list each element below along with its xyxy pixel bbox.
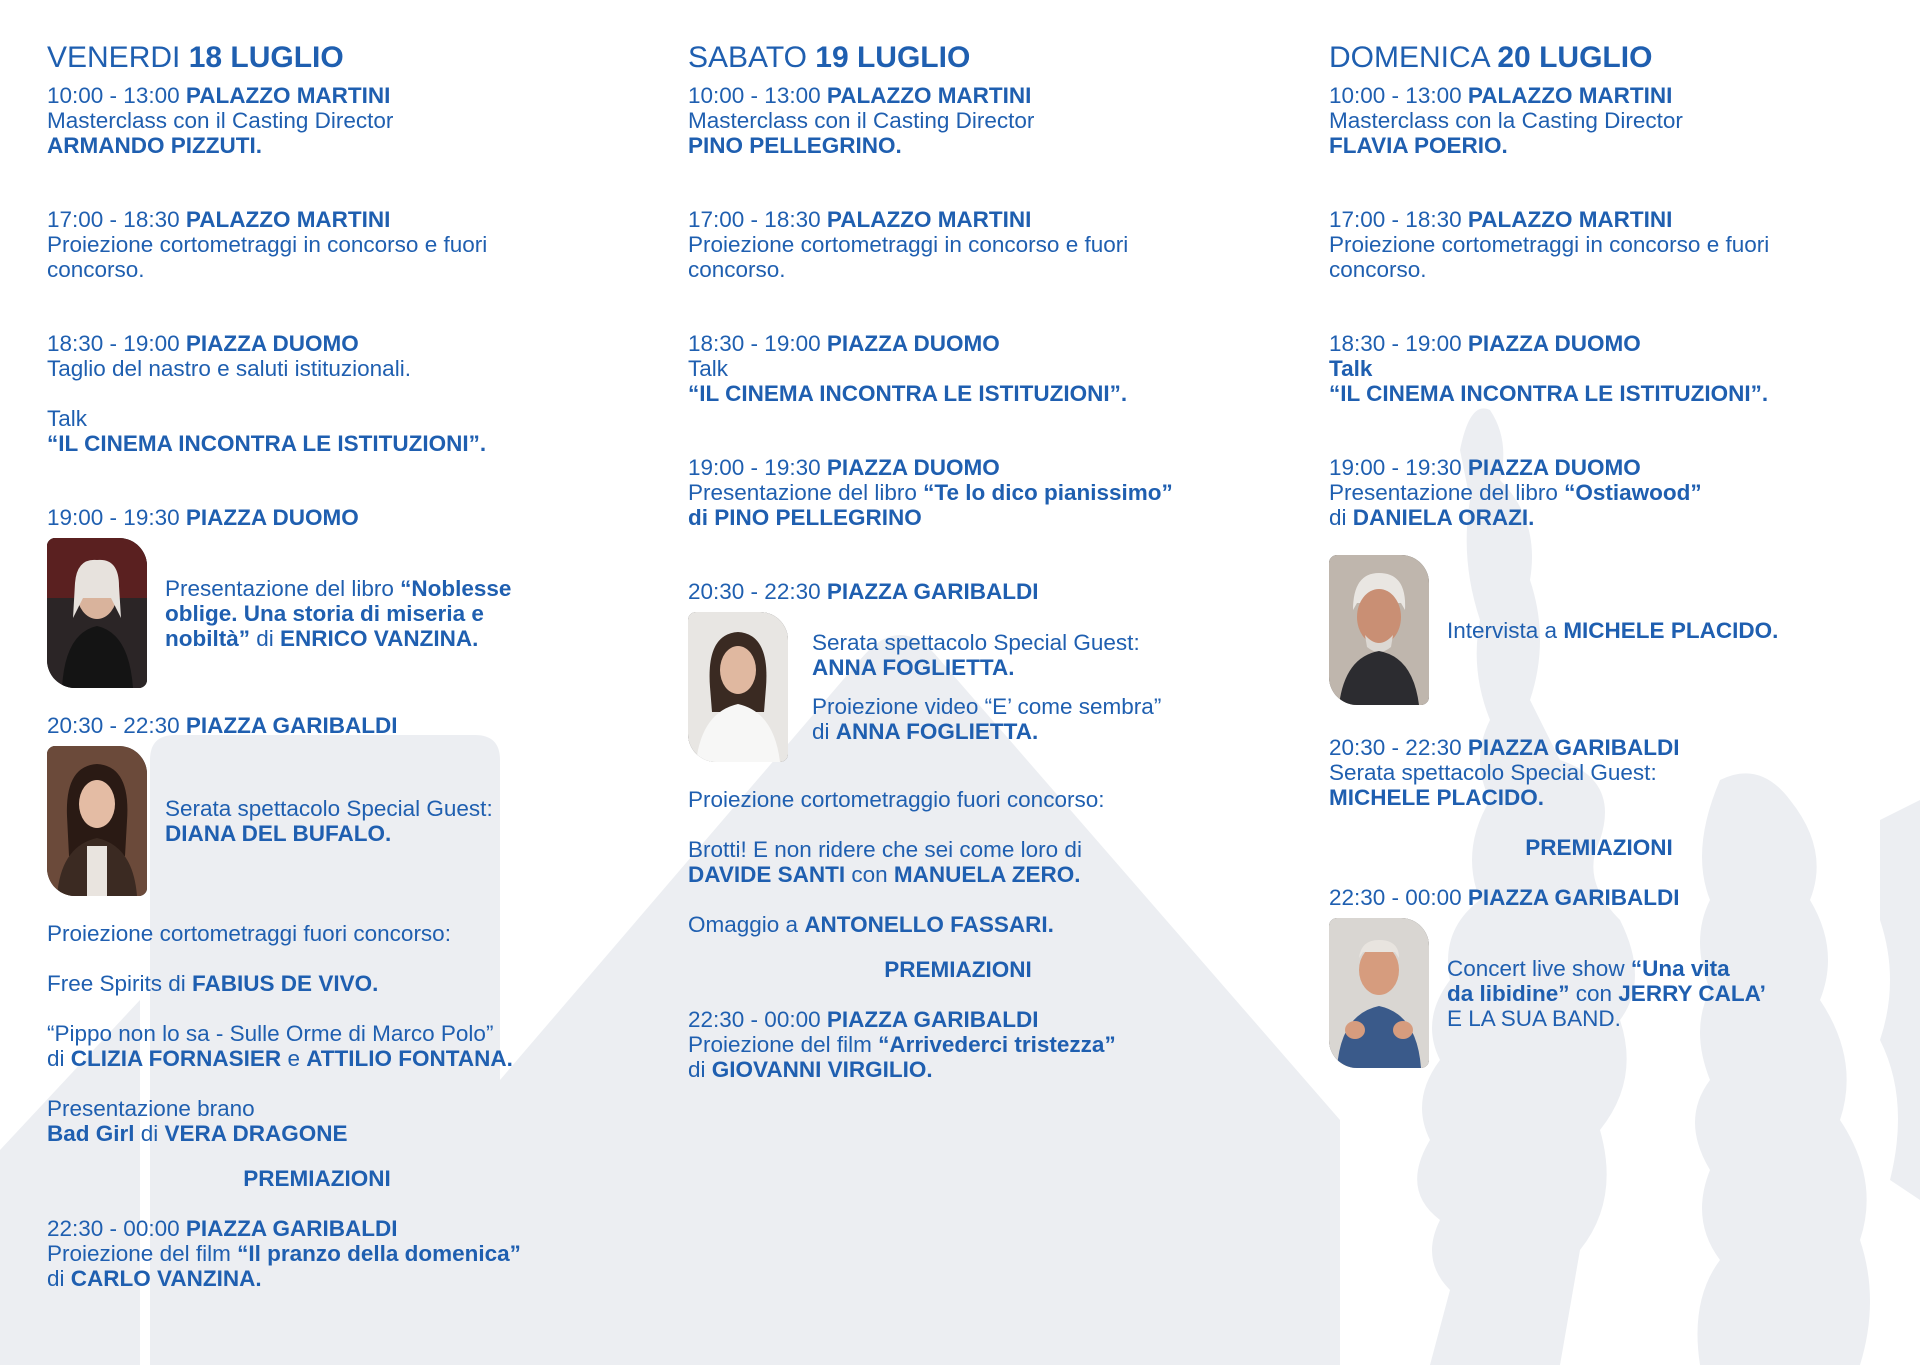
event-description: Masterclass con la Casting Director <box>1329 108 1683 133</box>
event-place: PALAZZO MARTINI <box>826 83 1032 108</box>
day-date: 19 LUGLIO <box>815 41 971 74</box>
event-place: PALAZZO MARTINI <box>1467 83 1673 108</box>
event-book-presentation <box>1329 455 1889 530</box>
event-description: Presentazione del libro <box>165 575 401 601</box>
event-guest: JERRY CALA’ <box>1618 980 1766 1006</box>
event-short-films <box>47 921 607 1146</box>
event-time: 20:30 - 22:30 <box>688 579 821 604</box>
event-place: PIAZZA DUOMO <box>826 331 1000 356</box>
event-show <box>1329 735 1889 810</box>
event-guest: ANNA FOGLIETTA. <box>835 719 1039 744</box>
event-time: 19:00 - 19:30 <box>688 455 821 480</box>
by-label: di <box>134 1121 165 1146</box>
book-title-end: nobiltà” <box>165 625 250 651</box>
event-place: PIAZZA GARIBALDI <box>1467 735 1680 760</box>
awards-heading: PREMIAZIONI <box>1525 835 1673 860</box>
event-screening <box>47 207 607 282</box>
event-description: Serata spettacolo Special Guest: <box>1329 760 1657 785</box>
event-time: 19:00 - 19:30 <box>47 505 180 530</box>
event-time: 22:30 - 00:00 <box>688 1007 821 1032</box>
event-description: Proiezione cortometraggio fuori concorso: <box>688 787 1105 812</box>
by-label: di <box>250 625 281 651</box>
event-description: Intervista a <box>1447 617 1564 643</box>
film-title: “Pippo non lo sa - Sulle Orme di Marco Polo” <box>47 1021 494 1046</box>
event-time: 18:30 - 19:00 <box>1329 331 1462 356</box>
event-show <box>47 713 607 896</box>
event-description: Proiezione del film <box>47 1241 238 1266</box>
event-description-cont: concorso. <box>1329 257 1427 282</box>
event-talk-title: “IL CINEMA INCONTRA LE ISTITUZIONI”. <box>1329 381 1769 406</box>
event-place: PIAZZA GARIBALDI <box>185 713 398 738</box>
film-author: CARLO VANZINA. <box>70 1266 262 1291</box>
day-name: VENERDI <box>47 41 181 74</box>
song-title: Bad Girl <box>47 1121 135 1146</box>
event-description: Taglio del nastro e saluti istituzionali. <box>47 356 411 381</box>
event-place: PALAZZO MARTINI <box>185 207 391 232</box>
event-time: 17:00 - 18:30 <box>688 207 821 232</box>
event-place: PIAZZA DUOMO <box>826 455 1000 480</box>
by-label: di <box>47 1046 71 1071</box>
day-column-friday <box>47 38 607 1340</box>
day-heading <box>47 38 607 78</box>
event-time: 10:00 - 13:00 <box>47 83 180 108</box>
event-time: 19:00 - 19:30 <box>1329 455 1462 480</box>
event-talk-title: “IL CINEMA INCONTRA LE ISTITUZIONI”. <box>688 381 1128 406</box>
guest-photo-jerry-cala <box>1329 918 1429 1068</box>
event-guest: PINO PELLEGRINO. <box>688 133 902 158</box>
event-description: Proiezione del film <box>688 1032 879 1057</box>
band-label: E LA SUA BAND. <box>1447 1005 1621 1031</box>
show-title: “Una vita <box>1630 955 1730 981</box>
event-talk-label: Talk <box>47 406 88 431</box>
guest-photo-michele-placido <box>1329 555 1429 705</box>
book-title-cont: oblige. Una storia di miseria e <box>165 600 484 626</box>
event-short-films <box>688 787 1248 937</box>
by-label: di <box>1329 505 1353 530</box>
day-name: DOMENICA <box>1329 41 1490 74</box>
event-talk-label: Talk <box>1329 356 1373 381</box>
event-masterclass <box>1329 83 1889 158</box>
film-author: CLIZIA FORNASIER <box>70 1046 282 1071</box>
with-label: con <box>1569 980 1619 1006</box>
song-presentation: Presentazione brano <box>47 1096 255 1121</box>
event-time: 10:00 - 13:00 <box>688 83 821 108</box>
film-title: Free Spirits di <box>47 971 193 996</box>
event-place: PIAZZA GARIBALDI <box>1467 885 1680 910</box>
event-time: 10:00 - 13:00 <box>1329 83 1462 108</box>
event-description: Masterclass con il Casting Director <box>47 108 394 133</box>
event-film <box>688 1007 1248 1082</box>
film-author: MANUELA ZERO. <box>893 862 1081 887</box>
event-time: 18:30 - 19:00 <box>47 331 180 356</box>
by-label: di <box>812 719 836 744</box>
event-book-presentation <box>47 505 607 688</box>
event-guest: ARMANDO PIZZUTI. <box>47 133 262 158</box>
event-guest: ENRICO VANZINA. <box>280 625 479 651</box>
event-masterclass <box>47 83 607 158</box>
event-place: PALAZZO MARTINI <box>826 207 1032 232</box>
event-masterclass <box>688 83 1248 158</box>
day-column-sunday <box>1329 38 1889 1117</box>
event-time: 22:30 - 00:00 <box>47 1216 180 1241</box>
event-screening <box>1329 207 1889 282</box>
video-title: Proiezione video “E’ come sembra” <box>812 694 1162 719</box>
event-time: 17:00 - 18:30 <box>1329 207 1462 232</box>
book-title: “Ostiawood” <box>1564 480 1702 505</box>
day-name: SABATO <box>688 41 807 74</box>
event-place: PALAZZO MARTINI <box>185 83 391 108</box>
event-time: 20:30 - 22:30 <box>47 713 180 738</box>
by-label: di <box>47 1266 71 1291</box>
event-place: PIAZZA GARIBALDI <box>826 579 1039 604</box>
event-film <box>47 1216 607 1291</box>
event-place: PIAZZA DUOMO <box>185 331 359 356</box>
film-title: Brotti! E non ridere che sei come loro di <box>688 837 1082 862</box>
event-place: PIAZZA GARIBALDI <box>185 1216 398 1241</box>
event-talk-title: “IL CINEMA INCONTRA LE ISTITUZIONI”. <box>47 431 487 456</box>
event-description: Serata spettacolo Special Guest: <box>812 630 1140 655</box>
event-interview <box>1329 555 1889 705</box>
book-title: “Noblesse <box>400 575 512 601</box>
event-guest: DIANA DEL BUFALO. <box>165 821 392 846</box>
by-label: di <box>688 1057 712 1082</box>
event-guest: PINO PELLEGRINO <box>714 505 922 530</box>
film-author: ATTILIO FONTANA. <box>306 1046 513 1071</box>
day-heading <box>1329 38 1889 78</box>
event-show <box>688 579 1248 762</box>
with-label: con <box>845 862 894 887</box>
event-opening <box>47 331 607 456</box>
guest-photo-diana-del-bufalo <box>47 746 147 896</box>
show-title-cont: da libidine” <box>1447 980 1570 1006</box>
event-description: Proiezione cortometraggi fuori concorso: <box>47 921 451 946</box>
event-place: PALAZZO MARTINI <box>1467 207 1673 232</box>
guest-photo-enrico-vanzina <box>47 538 147 688</box>
by-label: di <box>688 505 715 530</box>
event-time: 20:30 - 22:30 <box>1329 735 1462 760</box>
event-time: 18:30 - 19:00 <box>688 331 821 356</box>
tribute-label: Omaggio a <box>688 912 805 937</box>
awards-heading: PREMIAZIONI <box>243 1166 391 1191</box>
event-description: Presentazione del libro <box>1329 480 1565 505</box>
event-screening <box>688 207 1248 282</box>
film-author: DAVIDE SANTI <box>688 862 846 887</box>
and-label: e <box>281 1046 307 1071</box>
event-time: 22:30 - 00:00 <box>1329 885 1462 910</box>
event-description: Concert live show <box>1447 955 1631 981</box>
event-description: Proiezione cortometraggi in concorso e fuori <box>688 232 1129 257</box>
film-author: FABIUS DE VIVO. <box>192 971 379 996</box>
event-place: PIAZZA DUOMO <box>1467 455 1641 480</box>
song-artist: VERA DRAGONE <box>164 1121 348 1146</box>
film-author: GIOVANNI VIRGILIO. <box>711 1057 933 1082</box>
event-guest: MICHELE PLACIDO. <box>1563 617 1779 643</box>
day-date: 18 LUGLIO <box>188 41 344 74</box>
event-talk <box>688 331 1248 406</box>
awards-heading: PREMIAZIONI <box>884 957 1032 982</box>
book-title: “Te lo dico pianissimo” <box>923 480 1173 505</box>
event-time: 17:00 - 18:30 <box>47 207 180 232</box>
day-heading <box>688 38 1248 78</box>
day-date: 20 LUGLIO <box>1497 41 1653 74</box>
event-place: PIAZZA GARIBALDI <box>826 1007 1039 1032</box>
event-concert <box>1329 885 1889 1068</box>
event-description: Presentazione del libro <box>688 480 924 505</box>
event-description-cont: concorso. <box>688 257 786 282</box>
day-column-saturday <box>688 38 1248 1131</box>
event-talk <box>1329 331 1889 406</box>
event-place: PIAZZA DUOMO <box>1467 331 1641 356</box>
event-guest: DANIELA ORAZI. <box>1352 505 1535 530</box>
film-title: “Arrivederci tristezza” <box>878 1032 1116 1057</box>
event-description: Masterclass con il Casting Director <box>688 108 1035 133</box>
event-description: Proiezione cortometraggi in concorso e fuori <box>47 232 488 257</box>
tribute-name: ANTONELLO FASSARI. <box>804 912 1054 937</box>
event-description-cont: concorso. <box>47 257 145 282</box>
event-guest: MICHELE PLACIDO. <box>1329 785 1545 810</box>
event-place: PIAZZA DUOMO <box>185 505 359 530</box>
film-title: “Il pranzo della domenica” <box>237 1241 521 1266</box>
guest-photo-anna-foglietta <box>688 612 788 762</box>
event-talk-label: Talk <box>688 356 729 381</box>
event-description: Serata spettacolo Special Guest: <box>165 796 493 821</box>
event-description: Proiezione cortometraggi in concorso e fuori <box>1329 232 1770 257</box>
event-guest: FLAVIA POERIO. <box>1329 133 1508 158</box>
event-guest: ANNA FOGLIETTA. <box>812 655 1015 680</box>
event-book-presentation <box>688 455 1248 530</box>
